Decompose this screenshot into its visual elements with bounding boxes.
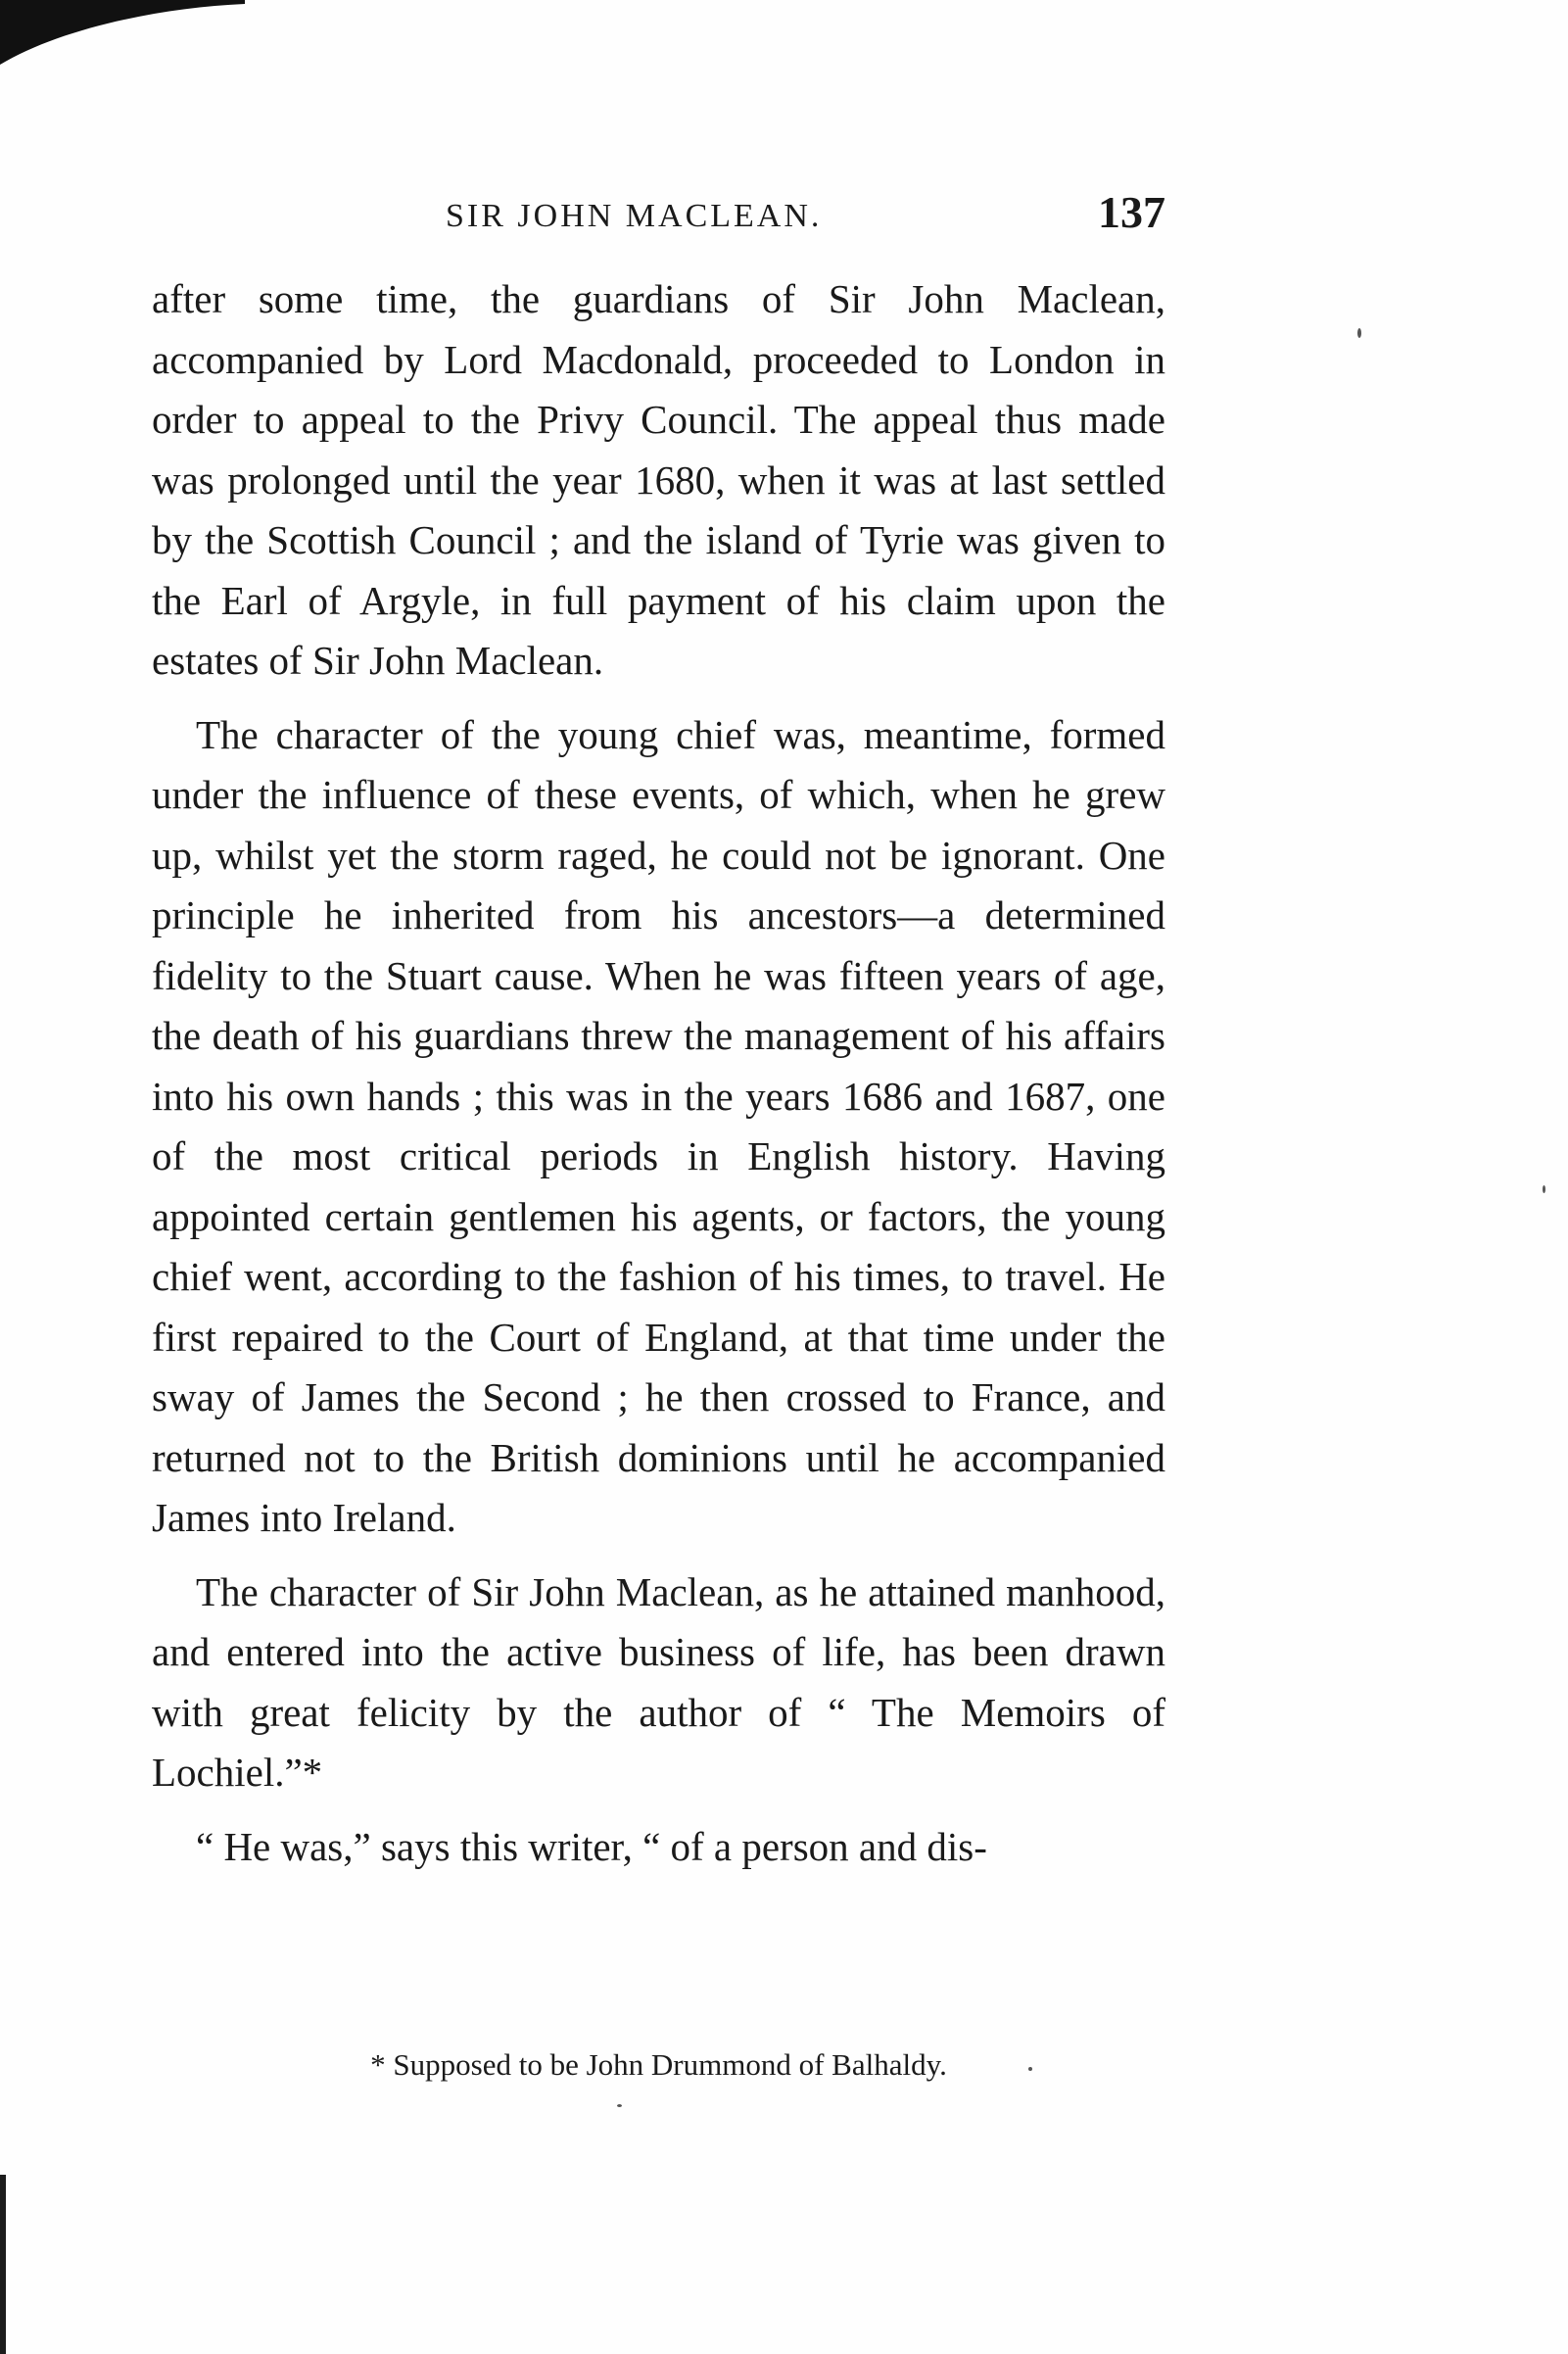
page-number: 137: [1098, 187, 1165, 237]
paragraph-2: The character of the young chief was, meantime, formed under the influence of these events, of which, when he grew up, whilst yet the storm raged, he could not be ignorant. One principle he inherited from his ancestors—a determined fidelity to the Stuart cause. When he was fifteen years of age, the death of his guardians threw the management of his affairs into his own hands ; this was in the years 1686 and 1687, one of the most critical periods in English history. Having appointed certain gentlemen his agents, or factors, the young chief went, according to the fashion of his times, to travel. He first repaired to the Court of England, at that time under the sway of James the Second ; he then crossed to France, and returned not to the British dominions until he accompanied James into Ireland.: [152, 711, 1165, 1540]
paragraph-3: The character of Sir John Maclean, as he attained manhood, and entered into the active business of life, has been drawn with great felicity by the author of “ The Memoirs of Lochiel.”*: [152, 1568, 1165, 1795]
scan-speck: [1028, 2067, 1032, 2071]
footnote: * Supposed to be John Drummond of Balhaldy.: [370, 2047, 947, 2082]
scan-corner-mark: [0, 0, 245, 69]
page-header: [152, 186, 1165, 245]
scan-speck: [617, 2104, 622, 2107]
scan-speck: [1543, 1185, 1545, 1193]
scan-speck: [1357, 328, 1361, 338]
paragraph-1: after some time, the guardians of Sir John Maclean, accompanied by Lord Macdonald, proceeded to London in order to appeal to the Privy Council. The appeal thus made was prolonged until the year 1680, when it was at last settled by the Scottish Council ; and the island of Tyrie was given to the Earl of Argyle, in full payment of his claim upon the estates of Sir John Maclean.: [152, 276, 1165, 683]
body-text: [152, 269, 1165, 1891]
scan-left-edge: [0, 2175, 6, 2354]
paragraph-4: “ He was,” says this writer, “ of a person and dis-: [196, 1823, 987, 1869]
running-head: SIR JOHN MACLEAN.: [446, 198, 823, 234]
